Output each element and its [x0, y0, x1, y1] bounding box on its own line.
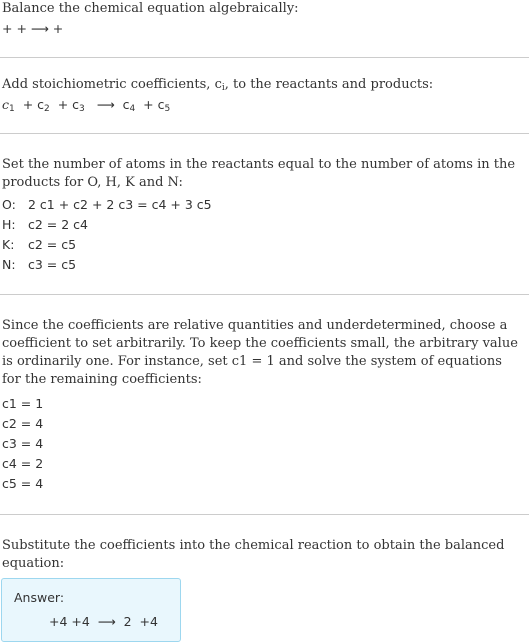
- equation-row-o: O: 2 c1 + c2 + 2 c3 = c4 + 3 c5: [2, 197, 212, 212]
- atom-balance-heading: Set the number of atoms in the reactants equal to the number of atoms in the products for O, H, K and N:: [2, 157, 516, 190]
- coefficient-value-c3: c3 = 4: [2, 436, 44, 451]
- coefficient-value-c4: c4 = 2: [2, 456, 44, 471]
- coefficient-value-c2: c2 = 4: [2, 416, 44, 431]
- balance-heading: Balance the chemical equation algebraically:: [2, 1, 299, 16]
- answer-label: Answer:: [14, 590, 65, 605]
- coefficient-value-c1: c1 = 1: [2, 396, 44, 411]
- equation-row-n: N: c3 = c5: [2, 257, 77, 272]
- equation-row-h: H: c2 = 2 c4: [2, 217, 88, 232]
- divider: [0, 133, 529, 134]
- equation-row-k: K: c2 = c5: [2, 237, 77, 252]
- divider: [0, 57, 529, 58]
- divider: [0, 294, 529, 295]
- substitute-heading: Substitute the coefficients into the chemical reaction to obtain the balanced equation:: [2, 538, 505, 571]
- coefficient-equation: $c_1 + c_2 + c_3$ ⟶ $c_4 + c_5$: [2, 97, 171, 114]
- balanced-equation: +4 +4 ⟶ 2 +4: [49, 614, 158, 629]
- coefficients-heading: Add stoichiometric coefficients, $c_i$, to the reactants and products:: [2, 77, 434, 93]
- divider: [0, 514, 529, 515]
- unbalanced-equation: + + ⟶ +: [2, 21, 64, 36]
- coefficient-value-c5: c5 = 4: [2, 476, 44, 491]
- answer-box: [1, 578, 181, 642]
- solve-heading: Since the coefficients are relative quantities and underdetermined, choose a coefficient to set arbitrarily. To keep the coefficients small, the arbitrary value is ordinarily one. For instance, set c1 = 1 and solve the system of equations for the remaining coefficients:: [2, 318, 518, 387]
